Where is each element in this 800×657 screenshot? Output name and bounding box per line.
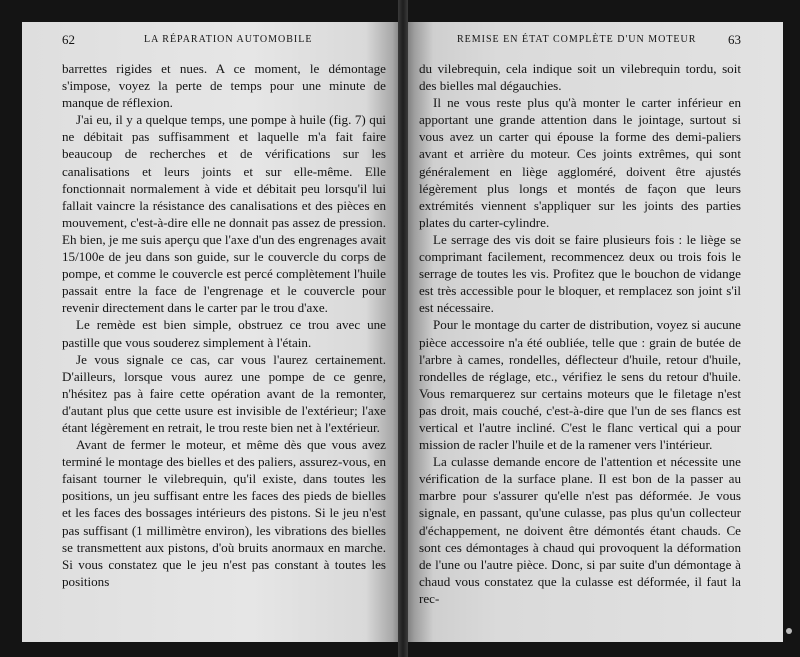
left-page (22, 22, 404, 642)
right-running-head (403, 34, 783, 50)
paragraph: Je vous signale ce cas, car vous l'aurez certainement. D'ailleurs, lorsque vous aurez une pompe de ce genre, n'hésitez pas à faire cette opération avant de la remonter, d'autant plus que cette usure est invisible de l'extérieur; l'axe étant légèrement en retrait, le trou reste bien net à l'extérieur. (62, 351, 386, 435)
paragraph: Le remède est bien simple, obstruez ce trou avec une pastille que vous souderez simplement à l'étain. (62, 317, 386, 350)
paragraph: Pour le montage du carter de distribution, voyez si aucune pièce accessoire n'a été oubliée, telle que : grain de butée de l'arbre à cames, rondelles, déflecteur d'huile, retour d'huile, rondelles de réglage, etc., vérifiez le sens du retour d'huile. Vous remarquerez sur certains moteurs que le filetage n'est pas droit, mais couché, c'est-à-dire que l'un de ses flancs est vertical et l'autre incliné. C'est le flanc vertical qui a pour mission de racler l'huile et de la ramener vers l'intérieur. (419, 317, 741, 453)
paragraph: Il ne vous reste plus qu'à monter le carter inférieur en apportant une grande attention dans le jointage, surtout si vous avez un carter qui épouse la forme des demi-paliers avant et arrière du moteur. Ces joints extrêmes, qui sont généralement en liège aggloméré, doivent être ajustés légèrement plus longs et montés de façon que leurs extrémités viennent s'appliquer sur les joints des parties plates du carter-cylindre. (419, 95, 741, 230)
right-running-title: REMISE EN ÉTAT COMPLÈTE D'UN MOTEUR (457, 34, 697, 45)
left-body-text (62, 60, 386, 590)
paragraph: du vilebrequin, cela indique soit un vilebrequin tordu, soit des bielles mal dégauchies. (419, 61, 741, 94)
paragraph: barrettes rigides et nues. A ce moment, le démontage s'impose, voyez la perte de temps pour une minute de manque de réflexion. (62, 61, 386, 111)
right-page-number: 63 (728, 32, 741, 47)
paragraph: Avant de fermer le moteur, et même dès que vous avez terminé le montage des bielles et des paliers, assurez-vous, en faisant tourner le vilebrequin, qu'il existe, dans toutes les positions, un jeu suffisant entre les faces des pieds de bielles et les faces des bossages intérieurs des pistons. Si le jeu n'est pas suffisant (1 millimètre environ), les vibrations des bielles se transmettent aux pistons, d'où bruits anormaux en marche. Si vous constatez que le jeu n'est pas constant à toutes les positions (62, 437, 386, 589)
right-body-text (419, 60, 741, 607)
page-mark (786, 628, 792, 634)
left-running-head (22, 34, 404, 50)
left-page-number: 62 (62, 32, 75, 47)
right-page (403, 22, 783, 642)
paragraph: La culasse demande encore de l'attention et nécessite une vérification de la surface plane. Il est bon de la passer au marbre pour s'assurer qu'elle n'est pas déformée. Je vous signale, en passant, qu'une culasse, pas plus qu'un collecteur d'échappement, ne doivent être démontés étant chauds. Ce sont ces démontages à chaud qui provoquent la déformation de l'une ou l'autre pièce. Donc, si par suite d'un démontage à chaud vous constatez que la culasse est déformée, il faut la rec- (419, 454, 741, 606)
book-gutter (398, 0, 408, 657)
paragraph: Le serrage des vis doit se faire plusieurs fois : le liège se comprimant facilement, recommencez deux ou trois fois le serrage de toutes les vis. Profitez que le bouchon de vidange est très accessible pour le bloquer, et remplacez son joint s'il est nécessaire. (419, 231, 741, 316)
left-running-title: LA RÉPARATION AUTOMOBILE (144, 34, 313, 45)
paragraph: J'ai eu, il y a quelque temps, une pompe à huile (fig. 7) qui ne débitait pas suffisamment et laquelle m'a fait faire beaucoup de recherches et de vérifications sur les canalisations et leurs joints et sur elle-même. Elle fonctionnait normalement à vide et débitait peu lorsqu'il lui fallait vaincre la résistance des canalisations et des pièces en mouvement, c'est-à-dire elle ne donnait pas assez de pression. Eh bien, je me suis aperçu que l'axe d'un des engrenages avait 15/100e de jeu dans son guide, sur le couvercle du corps de pompe, et comme le couvercle est percé complètement l'huile passait entre la face de l'engrenage et le couvercle pour revenir directement dans le carter par le trou d'axe. (62, 112, 386, 316)
